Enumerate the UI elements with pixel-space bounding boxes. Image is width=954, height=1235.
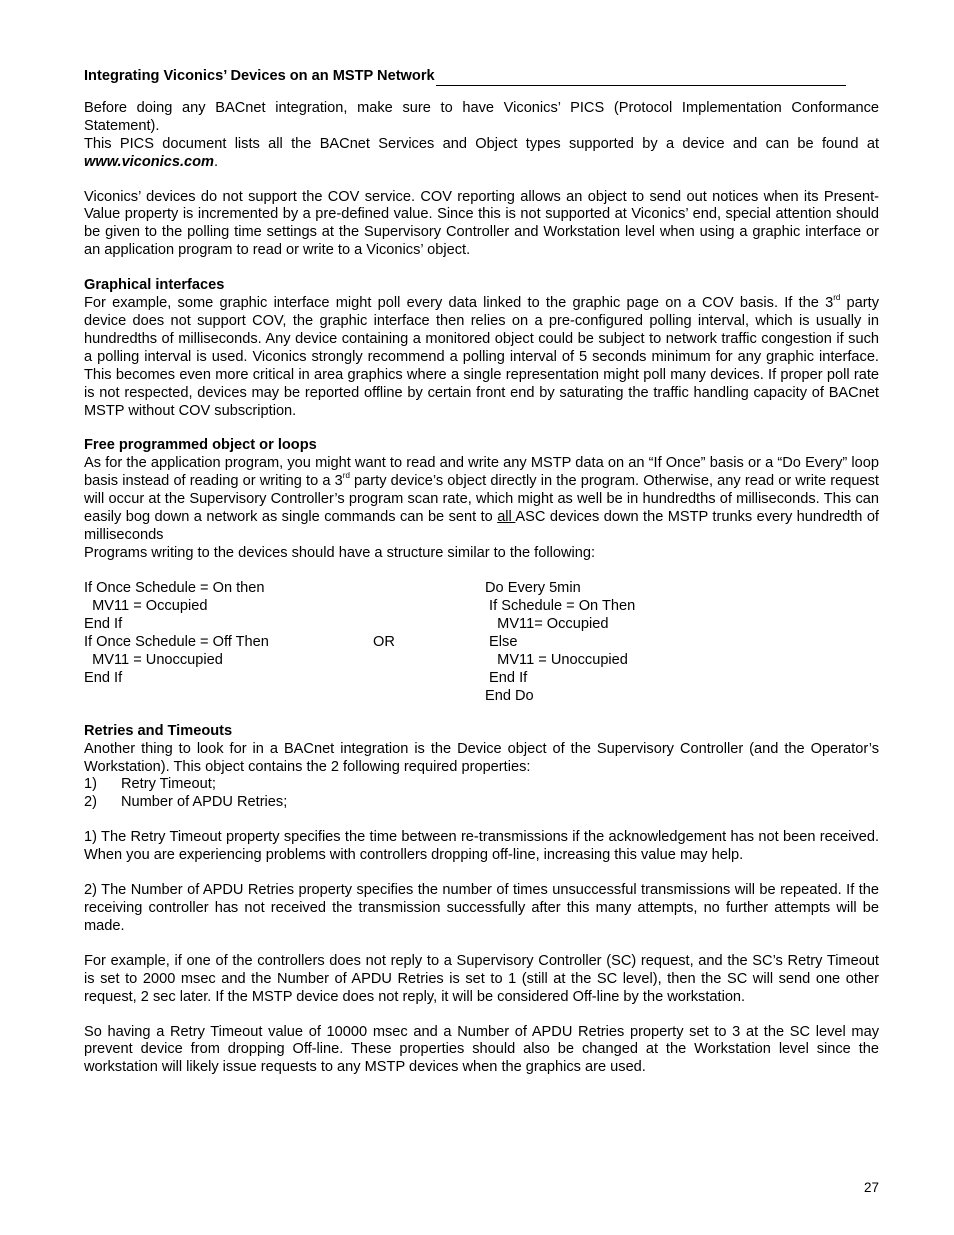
graphical-heading: Graphical interfaces: [84, 277, 225, 294]
code-right-line: If Schedule = On Then: [485, 597, 636, 614]
list-item: [84, 776, 879, 794]
intro-paragraph-3: Viconics’ devices do not support the COV service. COV reporting allows an object to send out notices when its Present-Value property is incremented by a pre-defined value. Since this is not supported at Viconics’ end, special attention should be given to the polling time settings at the Supervisory Controller and Workstation level when using a graphic interface or an application program to read or write to a Viconics’ object.: [84, 188, 879, 259]
graphical-text-a: For example, some graphic interface might poll every data linked to the graphic page on a COV basis. If the 3: [84, 295, 834, 312]
retries-heading: Retries and Timeouts: [84, 722, 233, 739]
intro-paragraph-1: Before doing any BACnet integration, make sure to have Viconics’ PICS (Protocol Implementation Conformance Statement).: [84, 99, 879, 134]
graphical-sup: rd: [833, 293, 841, 303]
intro-p2-text: This PICS document lists all the BACnet Services and Object types supported by a device and can be found at: [84, 135, 879, 152]
example-paragraph: For example, if one of the controllers does not reply to a Supervisory Controller (SC) request, and the SC’s Retry Timeout is set to 2000 msec and the Number of APDU Retries is set to 1 (still at the SC level), then the SC will send one other request, 2 sec later. If the MSTP device does not reply, it will be considered Off-line by the workstation.: [84, 952, 879, 1005]
free-text-b: party device’s object directly in the program. Otherwise, any read or write request will occur at the Supervisory Controller’s program scan rate, which might as well be in hundredths of milliseconds. This can easily bog down a network as single commands can be sent to: [84, 473, 879, 526]
free-heading: Free programmed object or loops: [84, 437, 317, 454]
list-item-label: Number of APDU Retries;: [121, 794, 288, 811]
document-page: [84, 68, 879, 1077]
code-left-line: MV11 = Unoccupied: [84, 651, 223, 668]
viconics-url: www.viconics.com: [84, 153, 215, 170]
free-paragraph: [84, 455, 879, 545]
free-underline: all: [497, 509, 516, 526]
heading-rule: [436, 73, 846, 86]
summary-paragraph: So having a Retry Timeout value of 10000 msec and a Number of APDU Retries property set to 3 at the SC level may prevent device from dropping Off-line. These properties should also be changed at the Workstation level since the workstation will likely issue requests to any MSTP devices when the graphics are used.: [84, 1023, 879, 1076]
code-example: [84, 580, 879, 706]
list-item-number: 2): [84, 794, 97, 811]
code-or-label: OR: [373, 633, 395, 650]
code-right-line: MV11 = Unoccupied: [485, 651, 628, 668]
page-heading: Integrating Viconics’ Devices on an MSTP Network: [84, 68, 435, 84]
code-right-line: Else: [485, 633, 518, 650]
code-left-line: End If: [84, 615, 123, 632]
retries-paragraph: Another thing to look for in a BACnet integration is the Device object of the Supervisory Controller (and the Operator’s Workstation). This object contains the 2 following required properties:: [84, 740, 879, 775]
list-item-label: Retry Timeout;: [121, 776, 216, 793]
free-text-c: ASC devices down the MSTP trunks every hundredth of milliseconds: [84, 509, 879, 543]
retry-timeout-paragraph: 1) The Retry Timeout property specifies the time between re-transmissions if the acknowledgement has not been received. When you are experiencing problems with controllers dropping off-line, increasing this value may help.: [84, 829, 879, 864]
code-left-line: If Once Schedule = Off Then: [84, 633, 269, 650]
code-right-line: End If: [485, 669, 528, 686]
list-item-number: 1): [84, 776, 97, 793]
page-number: 27: [863, 1180, 879, 1195]
code-right-line: MV11= Occupied: [485, 615, 609, 632]
code-left-line: MV11 = Occupied: [84, 597, 208, 614]
list-item: [84, 794, 879, 812]
code-left-line: End If: [84, 669, 123, 686]
free-structure-line: Programs writing to the devices should have a structure similar to the following:: [84, 544, 596, 561]
code-right-line: End Do: [485, 687, 534, 704]
free-sup: rd: [342, 471, 350, 481]
graphical-paragraph: [84, 295, 879, 420]
intro-paragraph-2: [84, 136, 879, 172]
heading-row: [84, 68, 879, 86]
graphical-text-b: party device does not support COV, the graphic interface then relies on a pre-configured polling interval, which is usually in hundredths of milliseconds. Any device containing a monitored object could be subject to network traffic congestion if such a polling interval is used. Viconics strongly recommend a polling interval of 5 seconds minimum for any graphic interface. This becomes even more critical in area graphics where a single representation might poll many devices. If proper poll rate is not respected, devices may be reported offline by certain front end by saturating the traffic handling capacity of BACnet MSTP without COV subscription.: [84, 295, 879, 419]
code-right-line: Do Every 5min: [485, 579, 581, 596]
apdu-retries-paragraph: 2) The Number of APDU Retries property specifies the number of times unsuccessful transmissions will be repeated. If the receiving controller has not received the transmission successfully after this many attempts, no further attempts will be made.: [84, 882, 879, 934]
code-left-line: If Once Schedule = On then: [84, 579, 265, 596]
intro-p2-end: .: [214, 153, 219, 170]
free-text-a: As for the application program, you might want to read and write any MSTP data on an “If Once” basis or a “Do Every” loop basis instead of reading or writing to a 3: [84, 455, 879, 490]
